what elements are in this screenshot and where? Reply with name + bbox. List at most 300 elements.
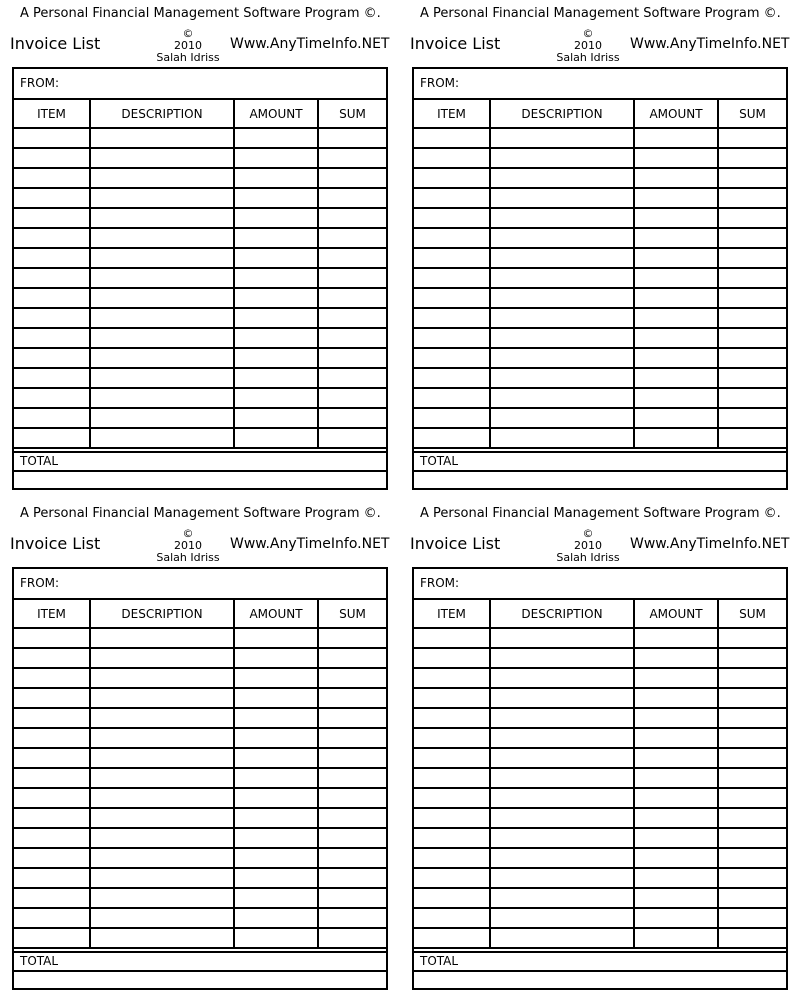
sum-cell[interactable] bbox=[718, 668, 786, 688]
sum-cell[interactable] bbox=[318, 388, 386, 408]
table-row bbox=[414, 908, 786, 928]
description-cell[interactable] bbox=[90, 148, 234, 168]
sum-cell[interactable] bbox=[718, 168, 786, 188]
sum-cell[interactable] bbox=[718, 808, 786, 828]
item-cell[interactable] bbox=[14, 188, 90, 208]
amount-cell[interactable] bbox=[234, 868, 318, 888]
description-cell[interactable] bbox=[90, 368, 234, 388]
description-cell[interactable] bbox=[490, 828, 634, 848]
description-cell[interactable] bbox=[90, 728, 234, 748]
amount-cell[interactable] bbox=[634, 248, 718, 268]
website-link: Www.AnyTimeInfo.NET bbox=[230, 536, 390, 552]
item-cell[interactable] bbox=[414, 168, 490, 188]
author-name: Salah Idriss bbox=[556, 551, 620, 564]
description-cell[interactable] bbox=[90, 188, 234, 208]
description-cell[interactable] bbox=[490, 248, 634, 268]
item-cell[interactable] bbox=[14, 408, 90, 428]
sum-cell[interactable] bbox=[318, 888, 386, 908]
amount-cell[interactable] bbox=[234, 628, 318, 648]
item-cell[interactable] bbox=[14, 868, 90, 888]
amount-cell[interactable] bbox=[634, 628, 718, 648]
description-cell[interactable] bbox=[490, 228, 634, 248]
sum-cell[interactable] bbox=[718, 248, 786, 268]
sum-cell[interactable] bbox=[318, 208, 386, 228]
sum-cell[interactable] bbox=[318, 928, 386, 948]
description-cell[interactable] bbox=[490, 768, 634, 788]
description-cell[interactable] bbox=[90, 808, 234, 828]
total-row[interactable] bbox=[414, 451, 786, 472]
table-row bbox=[414, 928, 786, 948]
item-cell[interactable] bbox=[414, 408, 490, 428]
description-cell[interactable] bbox=[490, 208, 634, 228]
amount-cell[interactable] bbox=[634, 208, 718, 228]
sum-cell[interactable] bbox=[318, 908, 386, 928]
description-cell[interactable] bbox=[490, 328, 634, 348]
table-row bbox=[414, 268, 786, 288]
amount-cell[interactable] bbox=[234, 748, 318, 768]
sum-cell[interactable] bbox=[318, 148, 386, 168]
description-cell[interactable] bbox=[490, 928, 634, 948]
item-cell[interactable] bbox=[414, 628, 490, 648]
item-cell[interactable] bbox=[414, 728, 490, 748]
amount-cell[interactable] bbox=[234, 908, 318, 928]
sum-cell[interactable] bbox=[318, 308, 386, 328]
item-cell[interactable] bbox=[14, 168, 90, 188]
item-cell[interactable] bbox=[14, 708, 90, 728]
total-row[interactable] bbox=[414, 951, 786, 972]
item-cell[interactable] bbox=[14, 348, 90, 368]
total-row[interactable] bbox=[14, 451, 386, 472]
sum-cell[interactable] bbox=[318, 808, 386, 828]
table-row bbox=[414, 888, 786, 908]
total-label: TOTAL bbox=[420, 954, 459, 968]
item-cell[interactable] bbox=[414, 748, 490, 768]
item-cell[interactable] bbox=[14, 628, 90, 648]
sum-cell[interactable] bbox=[318, 348, 386, 368]
description-cell[interactable] bbox=[90, 848, 234, 868]
description-cell[interactable] bbox=[490, 428, 634, 448]
sum-cell[interactable] bbox=[718, 188, 786, 208]
description-cell[interactable] bbox=[90, 428, 234, 448]
amount-cell[interactable] bbox=[634, 148, 718, 168]
sum-cell[interactable] bbox=[718, 908, 786, 928]
description-cell[interactable] bbox=[90, 268, 234, 288]
description-cell[interactable] bbox=[490, 348, 634, 368]
amount-cell[interactable] bbox=[234, 408, 318, 428]
item-cell[interactable] bbox=[414, 428, 490, 448]
description-cell[interactable] bbox=[490, 748, 634, 768]
table-row bbox=[14, 328, 386, 348]
sum-cell[interactable] bbox=[318, 188, 386, 208]
sum-cell[interactable] bbox=[718, 708, 786, 728]
sum-cell[interactable] bbox=[718, 868, 786, 888]
description-cell[interactable] bbox=[90, 648, 234, 668]
description-cell[interactable] bbox=[90, 308, 234, 328]
description-cell[interactable] bbox=[490, 908, 634, 928]
sum-cell[interactable] bbox=[318, 788, 386, 808]
table-row bbox=[414, 648, 786, 668]
description-cell[interactable] bbox=[90, 168, 234, 188]
amount-cell[interactable] bbox=[234, 428, 318, 448]
item-cell[interactable] bbox=[414, 848, 490, 868]
amount-cell[interactable] bbox=[634, 848, 718, 868]
description-cell[interactable] bbox=[90, 228, 234, 248]
item-cell[interactable] bbox=[414, 148, 490, 168]
amount-cell[interactable] bbox=[634, 268, 718, 288]
item-cell[interactable] bbox=[414, 348, 490, 368]
item-cell[interactable] bbox=[14, 328, 90, 348]
amount-cell[interactable] bbox=[234, 308, 318, 328]
sum-cell[interactable] bbox=[318, 648, 386, 668]
amount-cell[interactable] bbox=[634, 868, 718, 888]
amount-cell[interactable] bbox=[234, 228, 318, 248]
table-row bbox=[414, 408, 786, 428]
description-cell[interactable] bbox=[490, 128, 634, 148]
from-field[interactable] bbox=[414, 69, 786, 100]
description-cell[interactable] bbox=[490, 708, 634, 728]
item-cell[interactable] bbox=[414, 708, 490, 728]
table-row bbox=[414, 728, 786, 748]
sum-cell[interactable] bbox=[718, 288, 786, 308]
from-field[interactable] bbox=[414, 569, 786, 600]
description-cell[interactable] bbox=[90, 908, 234, 928]
item-cell[interactable] bbox=[414, 208, 490, 228]
total-row[interactable] bbox=[14, 951, 386, 972]
sum-cell[interactable] bbox=[318, 728, 386, 748]
item-cell[interactable] bbox=[414, 228, 490, 248]
description-cell[interactable] bbox=[490, 848, 634, 868]
table-row bbox=[14, 708, 386, 728]
description-cell[interactable] bbox=[90, 668, 234, 688]
description-cell[interactable] bbox=[490, 648, 634, 668]
sum-cell[interactable] bbox=[718, 428, 786, 448]
item-cell[interactable] bbox=[14, 308, 90, 328]
description-cell[interactable] bbox=[90, 868, 234, 888]
amount-cell[interactable] bbox=[234, 208, 318, 228]
invoice-panel bbox=[410, 0, 790, 490]
sum-cell[interactable] bbox=[718, 228, 786, 248]
column-header-amount: AMOUNT bbox=[234, 100, 318, 128]
item-cell[interactable] bbox=[14, 808, 90, 828]
item-cell[interactable] bbox=[414, 388, 490, 408]
item-cell[interactable] bbox=[414, 128, 490, 148]
description-cell[interactable] bbox=[90, 128, 234, 148]
amount-cell[interactable] bbox=[234, 128, 318, 148]
description-cell[interactable] bbox=[90, 928, 234, 948]
item-cell[interactable] bbox=[14, 388, 90, 408]
sum-cell[interactable] bbox=[718, 388, 786, 408]
item-cell[interactable] bbox=[14, 128, 90, 148]
description-cell[interactable] bbox=[490, 788, 634, 808]
amount-cell[interactable] bbox=[234, 928, 318, 948]
amount-cell[interactable] bbox=[234, 388, 318, 408]
amount-cell[interactable] bbox=[634, 748, 718, 768]
item-cell[interactable] bbox=[414, 888, 490, 908]
sum-cell[interactable] bbox=[718, 128, 786, 148]
sum-cell[interactable] bbox=[718, 308, 786, 328]
invoice-form bbox=[412, 567, 788, 990]
sum-cell[interactable] bbox=[718, 928, 786, 948]
description-cell[interactable] bbox=[490, 268, 634, 288]
item-cell[interactable] bbox=[14, 268, 90, 288]
amount-cell[interactable] bbox=[634, 228, 718, 248]
item-cell[interactable] bbox=[14, 688, 90, 708]
amount-cell[interactable] bbox=[234, 268, 318, 288]
item-cell[interactable] bbox=[414, 788, 490, 808]
table-row bbox=[14, 668, 386, 688]
item-cell[interactable] bbox=[14, 848, 90, 868]
amount-cell[interactable] bbox=[634, 188, 718, 208]
item-cell[interactable] bbox=[414, 868, 490, 888]
amount-cell[interactable] bbox=[634, 828, 718, 848]
item-cell[interactable] bbox=[414, 808, 490, 828]
sum-cell[interactable] bbox=[318, 848, 386, 868]
item-cell[interactable] bbox=[14, 428, 90, 448]
description-cell[interactable] bbox=[490, 808, 634, 828]
amount-cell[interactable] bbox=[234, 648, 318, 668]
item-cell[interactable] bbox=[14, 288, 90, 308]
item-cell[interactable] bbox=[414, 368, 490, 388]
sum-cell[interactable] bbox=[318, 408, 386, 428]
description-cell[interactable] bbox=[90, 748, 234, 768]
sum-cell[interactable] bbox=[718, 888, 786, 908]
amount-cell[interactable] bbox=[634, 428, 718, 448]
sum-cell[interactable] bbox=[318, 328, 386, 348]
sum-cell[interactable] bbox=[318, 128, 386, 148]
amount-cell[interactable] bbox=[234, 808, 318, 828]
amount-cell[interactable] bbox=[234, 148, 318, 168]
sum-cell[interactable] bbox=[318, 428, 386, 448]
description-cell[interactable] bbox=[490, 888, 634, 908]
item-cell[interactable] bbox=[414, 188, 490, 208]
item-cell[interactable] bbox=[14, 908, 90, 928]
from-label: FROM: bbox=[20, 76, 60, 90]
sum-cell[interactable] bbox=[318, 248, 386, 268]
description-cell[interactable] bbox=[90, 328, 234, 348]
table-row bbox=[414, 228, 786, 248]
amount-cell[interactable] bbox=[234, 288, 318, 308]
table-row bbox=[414, 248, 786, 268]
amount-cell[interactable] bbox=[634, 688, 718, 708]
description-cell[interactable] bbox=[490, 288, 634, 308]
item-cell[interactable] bbox=[14, 668, 90, 688]
item-cell[interactable] bbox=[414, 328, 490, 348]
sum-cell[interactable] bbox=[718, 748, 786, 768]
total-label: TOTAL bbox=[20, 454, 59, 468]
table-row bbox=[14, 408, 386, 428]
sum-cell[interactable] bbox=[318, 748, 386, 768]
item-cell[interactable] bbox=[14, 768, 90, 788]
table-row bbox=[414, 628, 786, 648]
item-cell[interactable] bbox=[14, 228, 90, 248]
invoice-panel bbox=[10, 500, 390, 990]
sum-cell[interactable] bbox=[718, 368, 786, 388]
description-cell[interactable] bbox=[90, 888, 234, 908]
sum-cell[interactable] bbox=[718, 688, 786, 708]
item-cell[interactable] bbox=[414, 688, 490, 708]
description-cell[interactable] bbox=[90, 768, 234, 788]
item-cell[interactable] bbox=[414, 268, 490, 288]
sum-cell[interactable] bbox=[718, 628, 786, 648]
amount-cell[interactable] bbox=[634, 288, 718, 308]
sum-cell[interactable] bbox=[718, 328, 786, 348]
sum-cell[interactable] bbox=[718, 828, 786, 848]
description-cell[interactable] bbox=[90, 628, 234, 648]
item-cell[interactable] bbox=[14, 148, 90, 168]
item-cell[interactable] bbox=[14, 828, 90, 848]
amount-cell[interactable] bbox=[634, 708, 718, 728]
sum-cell[interactable] bbox=[318, 368, 386, 388]
sum-cell[interactable] bbox=[718, 348, 786, 368]
amount-cell[interactable] bbox=[234, 688, 318, 708]
amount-cell[interactable] bbox=[234, 788, 318, 808]
sum-cell[interactable] bbox=[318, 828, 386, 848]
description-cell[interactable] bbox=[490, 388, 634, 408]
description-cell[interactable] bbox=[490, 868, 634, 888]
sum-cell[interactable] bbox=[718, 848, 786, 868]
description-cell[interactable] bbox=[90, 388, 234, 408]
item-cell[interactable] bbox=[14, 648, 90, 668]
amount-cell[interactable] bbox=[634, 368, 718, 388]
amount-cell[interactable] bbox=[634, 348, 718, 368]
amount-cell[interactable] bbox=[234, 348, 318, 368]
sum-cell[interactable] bbox=[318, 708, 386, 728]
sum-cell[interactable] bbox=[718, 728, 786, 748]
sum-cell[interactable] bbox=[718, 148, 786, 168]
table-row bbox=[414, 168, 786, 188]
amount-cell[interactable] bbox=[634, 908, 718, 928]
description-cell[interactable] bbox=[90, 248, 234, 268]
amount-cell[interactable] bbox=[634, 308, 718, 328]
amount-cell[interactable] bbox=[234, 848, 318, 868]
description-cell[interactable] bbox=[90, 408, 234, 428]
sum-cell[interactable] bbox=[718, 408, 786, 428]
sum-cell[interactable] bbox=[718, 768, 786, 788]
description-cell[interactable] bbox=[490, 308, 634, 328]
item-cell[interactable] bbox=[14, 928, 90, 948]
description-cell[interactable] bbox=[90, 788, 234, 808]
description-cell[interactable] bbox=[490, 728, 634, 748]
sum-cell[interactable] bbox=[718, 788, 786, 808]
amount-cell[interactable] bbox=[634, 728, 718, 748]
amount-cell[interactable] bbox=[234, 708, 318, 728]
amount-cell[interactable] bbox=[634, 888, 718, 908]
amount-cell[interactable] bbox=[234, 828, 318, 848]
from-field[interactable] bbox=[14, 569, 386, 600]
table-row bbox=[14, 268, 386, 288]
description-cell[interactable] bbox=[90, 828, 234, 848]
amount-cell[interactable] bbox=[634, 928, 718, 948]
item-cell[interactable] bbox=[414, 248, 490, 268]
amount-cell[interactable] bbox=[234, 888, 318, 908]
amount-cell[interactable] bbox=[634, 168, 718, 188]
description-cell[interactable] bbox=[490, 168, 634, 188]
from-field[interactable] bbox=[14, 69, 386, 100]
item-cell[interactable] bbox=[14, 208, 90, 228]
item-cell[interactable] bbox=[14, 888, 90, 908]
amount-cell[interactable] bbox=[634, 768, 718, 788]
table-row bbox=[14, 288, 386, 308]
sum-cell[interactable] bbox=[318, 288, 386, 308]
sum-cell[interactable] bbox=[718, 208, 786, 228]
table-row bbox=[14, 628, 386, 648]
description-cell[interactable] bbox=[90, 208, 234, 228]
description-cell[interactable] bbox=[490, 408, 634, 428]
amount-cell[interactable] bbox=[234, 188, 318, 208]
item-cell[interactable] bbox=[414, 928, 490, 948]
from-label: FROM: bbox=[420, 576, 460, 590]
item-cell[interactable] bbox=[14, 368, 90, 388]
description-cell[interactable] bbox=[90, 288, 234, 308]
item-cell[interactable] bbox=[14, 728, 90, 748]
table-row bbox=[414, 148, 786, 168]
sum-cell[interactable] bbox=[718, 648, 786, 668]
item-cell[interactable] bbox=[414, 828, 490, 848]
invoice-table bbox=[14, 600, 386, 949]
amount-cell[interactable] bbox=[234, 168, 318, 188]
amount-cell[interactable] bbox=[634, 668, 718, 688]
amount-cell[interactable] bbox=[634, 648, 718, 668]
sum-cell[interactable] bbox=[318, 628, 386, 648]
description-cell[interactable] bbox=[90, 348, 234, 368]
amount-cell[interactable] bbox=[634, 388, 718, 408]
amount-cell[interactable] bbox=[234, 368, 318, 388]
amount-cell[interactable] bbox=[634, 788, 718, 808]
sum-cell[interactable] bbox=[318, 168, 386, 188]
item-cell[interactable] bbox=[414, 648, 490, 668]
item-cell[interactable] bbox=[14, 788, 90, 808]
sum-cell[interactable] bbox=[318, 768, 386, 788]
table-row bbox=[14, 148, 386, 168]
item-cell[interactable] bbox=[14, 248, 90, 268]
item-cell[interactable] bbox=[414, 768, 490, 788]
amount-cell[interactable] bbox=[634, 128, 718, 148]
description-cell[interactable] bbox=[490, 688, 634, 708]
description-cell[interactable] bbox=[490, 668, 634, 688]
item-cell[interactable] bbox=[14, 748, 90, 768]
copyright-symbol: © bbox=[182, 27, 194, 40]
amount-cell[interactable] bbox=[234, 768, 318, 788]
amount-cell[interactable] bbox=[234, 728, 318, 748]
sum-cell[interactable] bbox=[318, 268, 386, 288]
description-cell[interactable] bbox=[90, 688, 234, 708]
sum-cell[interactable] bbox=[718, 268, 786, 288]
sum-cell[interactable] bbox=[318, 868, 386, 888]
description-cell[interactable] bbox=[490, 368, 634, 388]
description-cell[interactable] bbox=[490, 148, 634, 168]
item-cell[interactable] bbox=[414, 908, 490, 928]
amount-cell[interactable] bbox=[634, 808, 718, 828]
amount-cell[interactable] bbox=[234, 328, 318, 348]
author-name: Salah Idriss bbox=[556, 51, 620, 64]
item-cell[interactable] bbox=[414, 308, 490, 328]
column-header-sum: SUM bbox=[318, 100, 386, 128]
description-cell[interactable] bbox=[90, 708, 234, 728]
amount-cell[interactable] bbox=[234, 668, 318, 688]
column-header-description: DESCRIPTION bbox=[90, 100, 234, 128]
amount-cell[interactable] bbox=[634, 408, 718, 428]
item-cell[interactable] bbox=[414, 668, 490, 688]
item-cell[interactable] bbox=[414, 288, 490, 308]
description-cell[interactable] bbox=[490, 628, 634, 648]
sum-cell[interactable] bbox=[318, 688, 386, 708]
description-cell[interactable] bbox=[490, 188, 634, 208]
column-header-amount: AMOUNT bbox=[634, 100, 718, 128]
sum-cell[interactable] bbox=[318, 228, 386, 248]
amount-cell[interactable] bbox=[634, 328, 718, 348]
amount-cell[interactable] bbox=[234, 248, 318, 268]
sum-cell[interactable] bbox=[318, 668, 386, 688]
